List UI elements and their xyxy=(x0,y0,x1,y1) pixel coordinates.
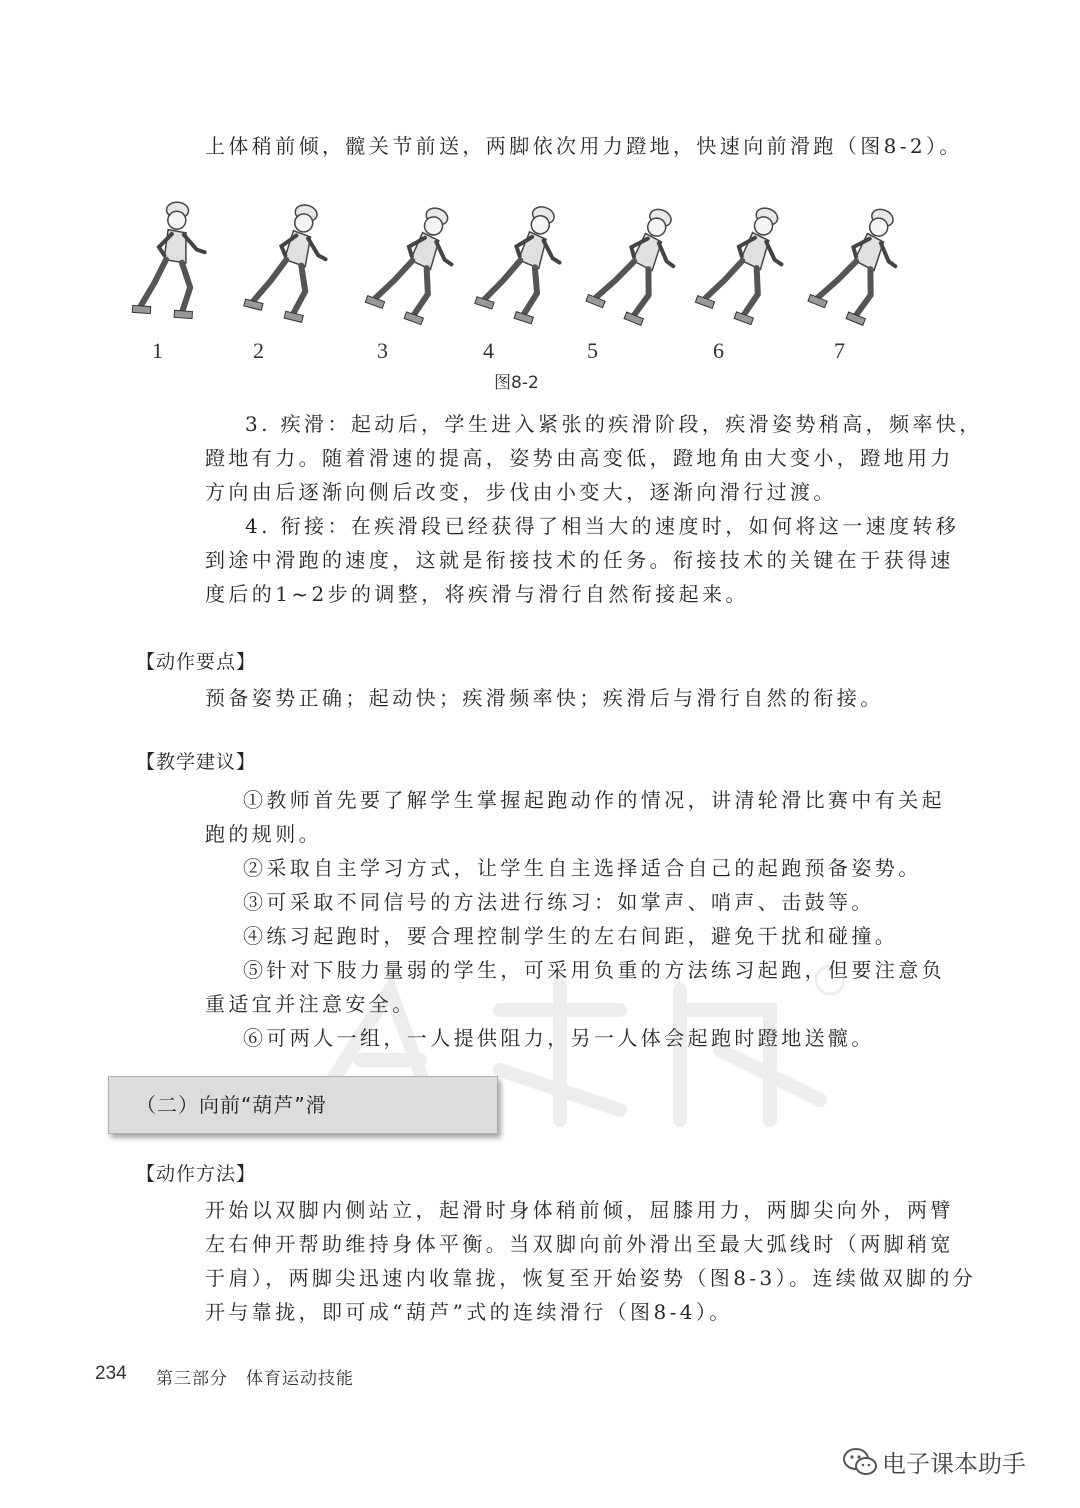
teaching-line-6: ⑤针对下肢力量弱的学生，可采用负重的方法练习起跑，但要注意负 xyxy=(243,958,945,982)
para3-line-1: 3. 疾滑：起动后，学生进入紧张的疾滑阶段，疾滑姿势稍高，频率快， xyxy=(245,412,983,436)
key-points-heading: 【动作要点】 xyxy=(136,651,257,673)
teaching-heading: 【教学建议】 xyxy=(136,751,257,773)
method-line-4: 开与靠拢，即可成“葫芦”式的连续滑行（图8-4）。 xyxy=(205,1300,733,1324)
skater-pose-2 xyxy=(243,196,337,324)
key-points-text: 预备姿势正确；起动快；疾滑频率快；疾滑后与滑行自然的衔接。 xyxy=(205,686,884,710)
para3-line-2: 蹬地有力。随着滑速的提高，姿势由高变低，蹬地角由大变小，蹬地用力 xyxy=(205,446,954,470)
teaching-line-8: ⑥可两人一组，一人提供阻力，另一人体会起跑时蹬地送髋。 xyxy=(243,1026,875,1050)
skater-pose-4 xyxy=(474,196,574,326)
figure-number-6: 6 xyxy=(713,338,724,363)
figure-number-5: 5 xyxy=(587,338,598,363)
para4-line-2: 到途中滑跑的速度，这就是衔接技术的任务。衔接技术的关键在于获得速 xyxy=(205,548,954,572)
figure-number-7: 7 xyxy=(834,338,845,363)
para3-line-3: 方向由后逐渐向侧后改变，步伐由小变大，逐渐向滑行过渡。 xyxy=(205,480,837,504)
skater-pose-7 xyxy=(807,196,900,328)
wechat-icon xyxy=(842,1446,878,1478)
section-title: （二）向前“葫芦”滑 xyxy=(136,1093,327,1117)
teaching-line-7: 重适宜并注意安全。 xyxy=(205,992,416,1016)
page-number: 234 xyxy=(95,1363,127,1384)
skater-pose-5 xyxy=(585,196,691,328)
teaching-line-1: ①教师首先要了解学生掌握起跑动作的情况，讲清轮滑比赛中有关起 xyxy=(243,788,945,812)
method-line-3: 于肩），两脚尖迅速内收靠拢，恢复至开始姿势（图8-3）。连续做双脚的分 xyxy=(205,1266,977,1290)
para4-line-1: 4. 衔接：在疾滑段已经获得了相当大的速度时，如何将这一速度转移 xyxy=(245,514,960,538)
wechat-account-label: 电子课本助手 xyxy=(882,1450,1026,1478)
skater-pose-6 xyxy=(695,196,798,327)
figure-number-3: 3 xyxy=(377,338,388,363)
method-line-1: 开始以双脚内侧站立，起滑时身体稍前倾，屈膝用力，两脚尖向外，两臂 xyxy=(205,1198,954,1222)
method-line-2: 左右伸开帮助维持身体平衡。当双脚向前外滑出至最大弧线时（两脚稍宽 xyxy=(205,1232,954,1256)
teaching-line-3: ②采取自主学习方式，让学生自主选择适合自己的起跑预备姿势。 xyxy=(243,856,922,880)
para4-line-3: 度后的1~2步的调整，将疾滑与滑行自然衔接起来。 xyxy=(205,582,749,606)
skater-pose-3 xyxy=(365,196,468,327)
figure-caption: 图8-2 xyxy=(494,373,539,393)
footer-chapter: 第三部分 体育运动技能 xyxy=(156,1369,354,1389)
teaching-line-2: 跑的规则。 xyxy=(205,822,322,846)
method-heading: 【动作方法】 xyxy=(136,1163,257,1185)
teaching-line-5: ④练习起跑时，要合理控制学生的左右间距，避免干扰和碰撞。 xyxy=(243,924,899,948)
teaching-line-4: ③可采取不同信号的方法进行练习：如掌声、哨声、击鼓等。 xyxy=(243,890,875,914)
figure-number-1: 1 xyxy=(152,338,163,363)
intro-line: 上体稍前倾，髋关节前送，两脚依次用力蹬地，快速向前滑跑（图8-2）。 xyxy=(205,134,963,158)
skater-sequence-figure xyxy=(130,190,900,330)
skater-pose-1 xyxy=(132,200,208,319)
figure-number-4: 4 xyxy=(483,338,494,363)
figure-number-2: 2 xyxy=(253,338,264,363)
